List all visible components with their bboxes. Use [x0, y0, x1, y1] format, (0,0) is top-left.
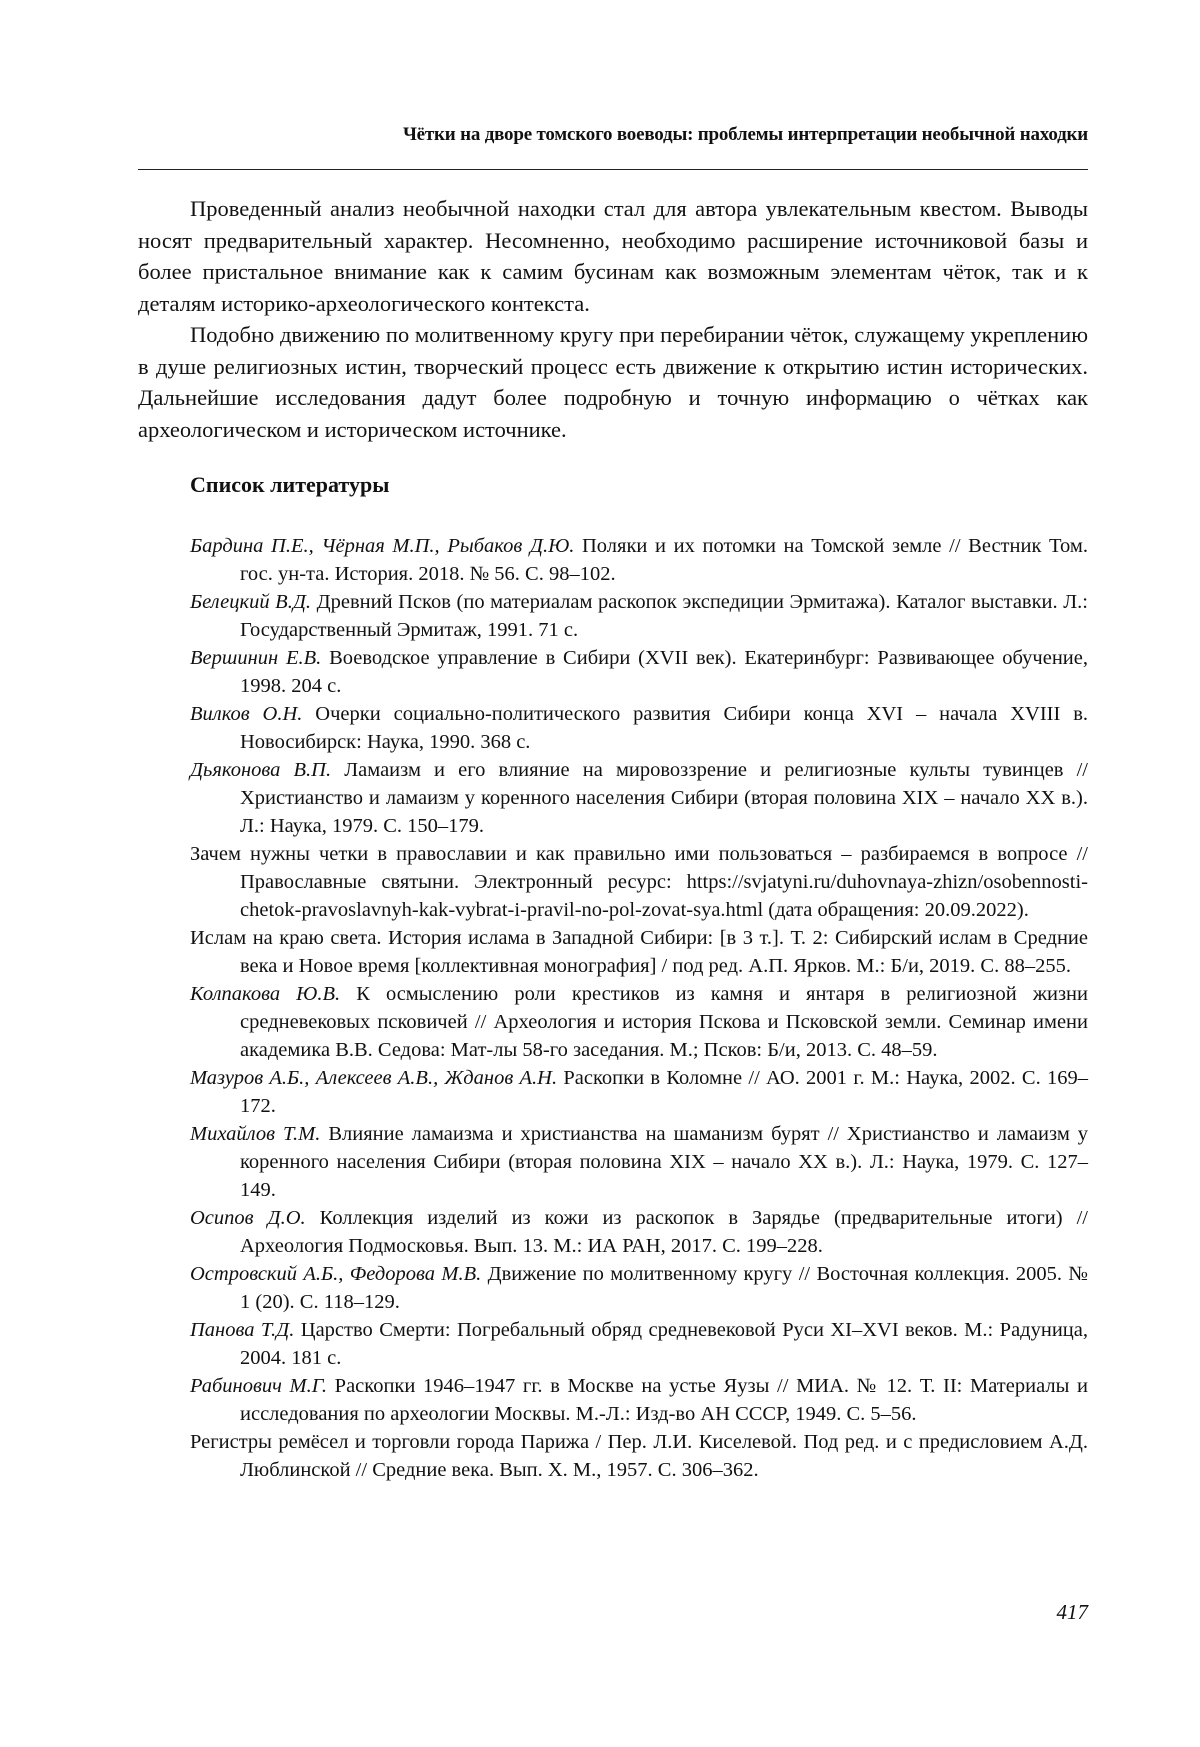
reference-item: [190, 1316, 1088, 1372]
reference-item: [190, 1204, 1088, 1260]
reference-item: [190, 1120, 1088, 1204]
reference-author: Рабинович М.Г.: [190, 1375, 328, 1397]
reference-author: Белецкий В.Д.: [190, 591, 311, 613]
reference-text: Воеводское управление в Сибири (XVII век). Екатеринбург: Развивающее обучение, 1998. 204 с.: [240, 647, 1089, 697]
reference-item: [190, 1428, 1088, 1484]
references-list: [190, 532, 1088, 1484]
header-rule: [138, 169, 1088, 170]
reference-author: Мазуров А.Б., Алексеев А.В., Жданов А.Н.: [190, 1067, 558, 1089]
reference-item: [190, 924, 1088, 980]
reference-text: Очерки социально-политического развития Сибири конца XVI – начала XVIII в. Новосибирск: Наука, 1990. 368 с.: [240, 703, 1088, 753]
reference-item: [190, 532, 1088, 588]
reference-text: Раскопки 1946–1947 гг. в Москве на устье Яузы // МИА. № 12. Т. II: Материалы и исследования по археологии Москвы. М.-Л.: Изд-во АН СССР, 1949. С. 5–56.: [240, 1375, 1088, 1425]
body-paragraph: Проведенный анализ необычной находки стал для автора увлекательным квестом. Выводы носят предварительный характер. Несомненно, необходимо расширение источниковой базы и более пристальное внимание как к самим бусинам как возможным элементам чёток, так и к деталям историко-археологического контекста.: [138, 196, 1088, 316]
reference-author: Панова Т.Д.: [190, 1319, 295, 1341]
reference-item: [190, 588, 1088, 644]
reference-item: [190, 644, 1088, 700]
reference-author: Михайлов Т.М.: [190, 1123, 321, 1145]
reference-author: Дьяконова В.П.: [190, 759, 332, 781]
reference-text: Зачем нужны четки в православии и как правильно ими пользоваться – разбираемся в вопросе // Православные святыни. Электронный ресурс: https://svjatyni.ru/duhovnaya-zhizn/osobennosti-chetok-pravoslavnyh-kak-vybrat-i-pravil-no-pol-zovat-sya.html (дата обращения: 20.09.2022).: [190, 843, 1088, 921]
reference-item: [190, 756, 1088, 840]
reference-text: Ламаизм и его влияние на мировоззрение и религиозные культы тувинцев // Христианство и ламаизм у коренного населения Сибири (вторая половина XIX – начало XX в.). Л.: Наука, 1979. С. 150–179.: [240, 759, 1088, 837]
references-heading: Список литературы: [190, 472, 390, 497]
running-header: Чётки на дворе томского воеводы: проблемы интерпретации необычной находки: [402, 124, 1088, 145]
body-paragraph: Подобно движению по молитвенному кругу при перебирании чёток, служащему укреплению в душе религиозных истин, творческий процесс есть движение к открытию истин исторических. Дальнейшие исследования дадут более подробную и точную информацию о чётках как археологическом и историческом источнике.: [138, 322, 1088, 442]
reference-text: Ислам на краю света. История ислама в Западной Сибири: [в 3 т.]. Т. 2: Сибирский ислам в Средние века и Новое время [коллективная монография] / под ред. А.П. Ярков. М.: Б/и, 2019. С. 88–255.: [190, 927, 1088, 977]
reference-text: Движение по молитвенному кругу // Восточная коллекция. 2005. № 1 (20). С. 118–129.: [240, 1263, 1088, 1313]
reference-author: Бардина П.Е., Чёрная М.П., Рыбаков Д.Ю.: [190, 535, 575, 557]
reference-text: Раскопки в Коломне // АО. 2001 г. М.: Наука, 2002. С. 169–172.: [240, 1067, 1088, 1117]
reference-author: Вершинин Е.В.: [190, 647, 322, 669]
reference-text: Древний Псков (по материалам раскопок экспедиции Эрмитажа). Каталог выставки. Л.: Государственный Эрмитаж, 1991. 71 с.: [240, 591, 1088, 641]
reference-item: [190, 1064, 1088, 1120]
reference-item: [190, 1260, 1088, 1316]
reference-item: [190, 980, 1088, 1064]
reference-item: [190, 700, 1088, 756]
reference-text: Коллекция изделий из кожи из раскопок в Зарядье (предварительные итоги) // Археология Подмосковья. Вып. 13. М.: ИА РАН, 2017. С. 199–228.: [240, 1207, 1088, 1257]
reference-text: Регистры ремёсел и торговли города Парижа / Пер. Л.И. Киселевой. Под ред. и с предисловием А.Д. Люблинской // Средние века. Вып. X. М., 1957. С. 306–362.: [190, 1431, 1088, 1481]
page-number: 417: [1056, 1600, 1088, 1624]
reference-author: Колпакова Ю.В.: [190, 983, 341, 1005]
reference-author: Вилков О.Н.: [190, 703, 303, 725]
body-text: [138, 193, 1088, 445]
reference-author: Островский А.Б., Федорова М.В.: [190, 1263, 482, 1285]
reference-item: [190, 1372, 1088, 1428]
reference-text: К осмыслению роли крестиков из камня и янтаря в религиозной жизни средневековых псковичей // Археология и история Пскова и Псковской земли. Семинар имени академика В.В. Седова: Мат-лы 58-го заседания. М.; Псков: Б/и, 2013. С. 48–59.: [240, 983, 1088, 1061]
reference-text: Влияние ламаизма и христианства на шаманизм бурят // Христианство и ламаизм у коренного населения Сибири (вторая половина XIX – начало XX в.). Л.: Наука, 1979. С. 127–149.: [240, 1123, 1088, 1201]
reference-item: [190, 840, 1088, 924]
reference-text: Царство Смерти: Погребальный обряд средневековой Руси XI–XVI веков. М.: Радуница, 2004. 181 с.: [240, 1319, 1088, 1369]
reference-author: Осипов Д.О.: [190, 1207, 306, 1229]
reference-text: Поляки и их потомки на Томской земле // Вестник Том. гос. ун-та. История. 2018. № 56. С. 98–102.: [240, 535, 1088, 585]
